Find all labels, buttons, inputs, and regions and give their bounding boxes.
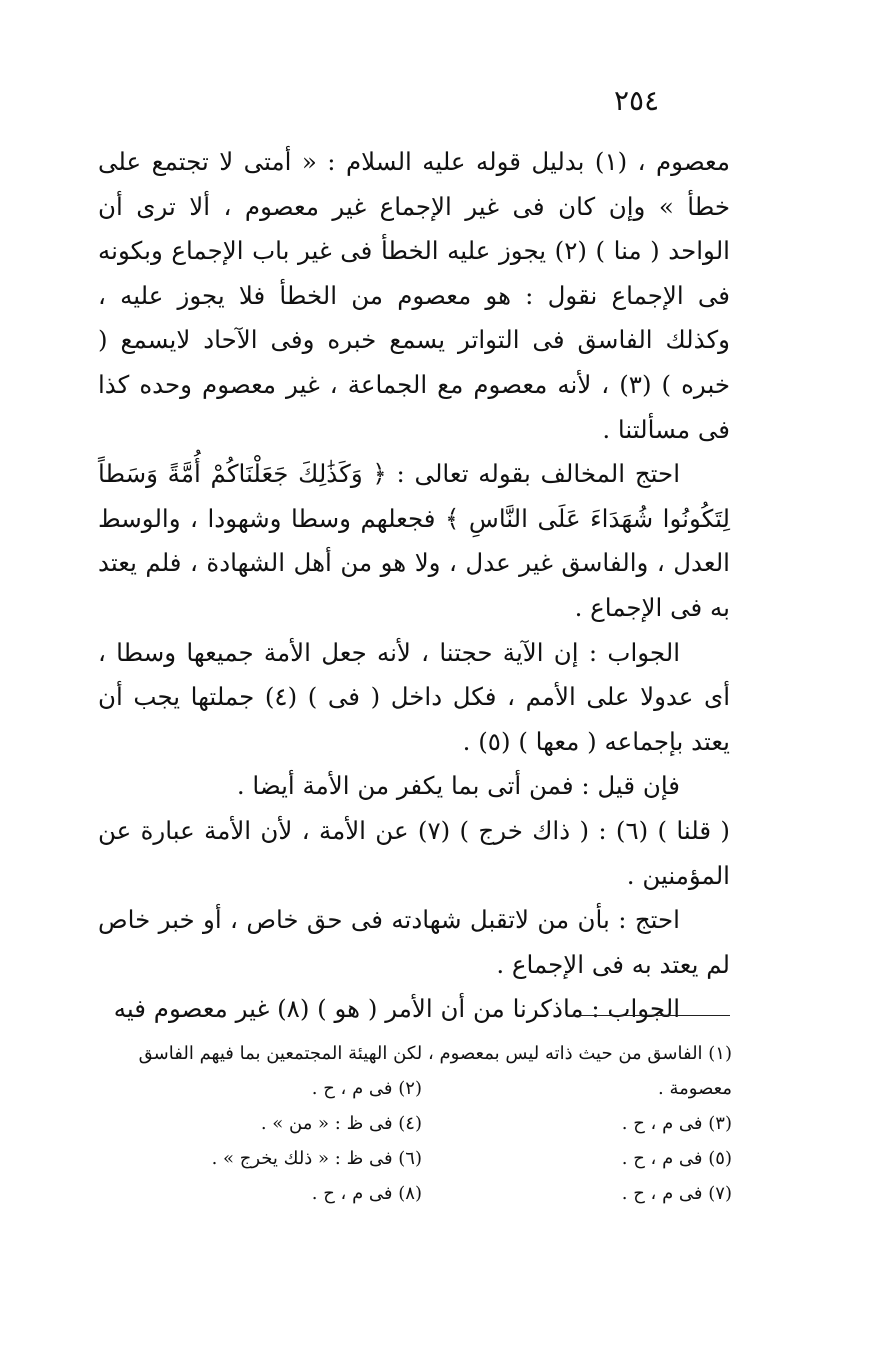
footnote-divider bbox=[566, 1015, 730, 1016]
footnotes bbox=[96, 1036, 732, 1211]
footnote-2: (٢) فى م ، ح . bbox=[311, 1078, 422, 1099]
footnote-5: (٥) فى م ، ح . bbox=[621, 1148, 732, 1169]
footnote-1-continuation: معصومة . bbox=[658, 1078, 732, 1099]
footnote-8: (٨) فى م ، ح . bbox=[311, 1183, 422, 1204]
paragraph: معصوم ، (١) بدليل قوله عليه السلام : « أمتى لا تجتمع على خطأ » وإن كان فى غير الإجماع غير معصوم ، ألا ترى أن الواحد ( منا ) (٢) يجوز عليه الخطأ فى غير باب الإجماع وبكونه فى الإجماع نقول : هو معصوم من الخطأ فلا يجوز عليه ، وكذلك الفاسق فى التواتر يسمع خبره وفى الآحاد لايسمع ( خبره ) (٣) ، لأنه معصوم مع الجماعة ، غير معصوم وحده كذا فى مسألتنا . bbox=[98, 147, 731, 444]
main-text bbox=[98, 140, 730, 1032]
footnote-1: (١) الفاسق من حيث ذاته ليس بمعصوم ، لكن الهيئة المجتمعين بما فيهم الفاسق bbox=[138, 1043, 732, 1064]
footnote-3: (٣) فى م ، ح . bbox=[621, 1113, 732, 1134]
paragraph: احتج المخالف بقوله تعالى : ﴿ وَكَذَٰلِكَ جَعَلْنَاكُمْ أُمَّةً وَسَطاً لِتَكُونُوا شُهَدَاءَ عَلَى النَّاسِ ﴾ فجعلهم وسطا وشهودا ، والوسط العدل ، والفاسق غير عدل ، ولا هو من أهل الشهادة ، فلم يعتد به فى الإجماع . bbox=[98, 459, 730, 622]
footnote-grid bbox=[96, 1071, 732, 1211]
paragraph: فإن قيل : فمن أتى بما يكفر من الأمة أيضا . bbox=[236, 771, 680, 801]
footnote-6: (٦) فى ظ : « ذلك يخرج » . bbox=[211, 1148, 422, 1169]
paragraph: الجواب : إن الآية حجتنا ، لأنه جعل الأمة جميعها وسطا ، أى عدولا على الأمم ، فكل داخل ( فى ) (٤) جملتها يجب أن يعتد بإجماعه ( معها ) (٥) . bbox=[98, 637, 730, 756]
paragraph: ( قلنا ) (٦) : ( ذاك خرج ) (٧) عن الأمة ، لأن الأمة عبارة عن المؤمنين . bbox=[98, 815, 730, 890]
paragraph: الجواب : ماذكرنا من أن الأمر ( هو ) (٨) غير معصوم فيه bbox=[113, 994, 680, 1024]
footnote-7: (٧) فى م ، ح . bbox=[621, 1183, 732, 1204]
page-number: ٢٥٤ bbox=[614, 84, 660, 117]
footnote-4: (٤) فى ظ : « من » . bbox=[260, 1113, 422, 1134]
paragraph: احتج : بأن من لاتقبل شهادته فى حق خاص ، أو خبر خاص لم يعتد به فى الإجماع . bbox=[98, 905, 730, 979]
